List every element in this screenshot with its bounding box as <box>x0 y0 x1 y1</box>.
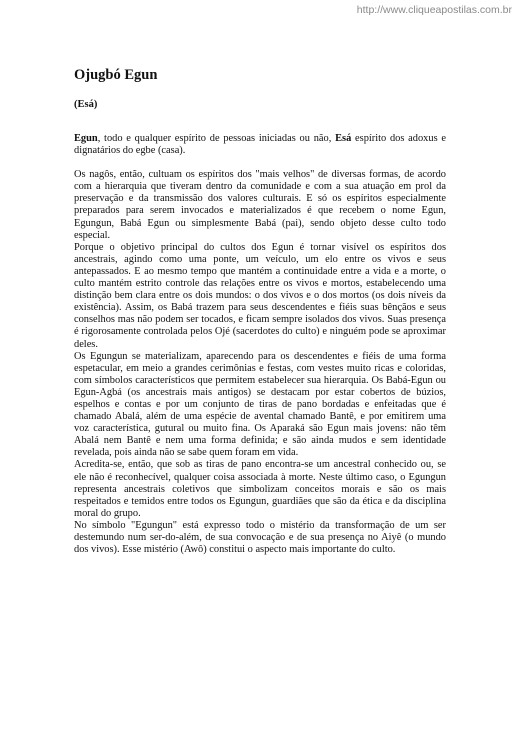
page-title: Ojugbó Egun <box>74 67 158 83</box>
paragraph-objetivo: Porque o objetivo principal do cultos dos Egun é tornar visível os espíritos dos ancestrais, agindo como uma ponte, um veículo, um elo entre os vivos e seus antepassados. E ao mesmo tempo que mantém a continuidade entre a vida e a morte, o culto mantém estrito controle das relações entre os vivos e mortos, estabelecendo uma distinção bem clara entre os dois mundos: o dos vivos e o dos mortos (os dois níveis da existência). Assim, os Babá trazem para seus descendentes e fiéis suas bênçãos e seus conselhos mas não podem ser tocados, e ficam sempre isolados dos vivos. Suas presença é rigorosamente controlada pelos Ojé (sacerdotes do culto) e ninguém pode se aproximar deles. <box>74 241 446 350</box>
paragraph-ancestral: Acredita-se, então, que sob as tiras de pano encontra-se um ancestral conhecido ou, se ele não é reconhecível, qualquer coisa associada à morte. Neste último caso, o Egungun representa ancestrais coletivos que simbolizam conceitos morais e são os mais respeitados e temidos entre todos os Egungun, guardiães que são da ética e da disciplina moral do grupo. <box>74 459 446 519</box>
watermark-url: http://www.cliqueapostilas.com.br <box>356 4 512 16</box>
page-subtitle: (Esá) <box>74 99 98 110</box>
intro-term-esa: Esá <box>335 133 352 144</box>
paragraph-materializacao: Os Egungun se materializam, aparecendo para os descendentes e fiéis de uma forma espetacular, em meio a grandes cerimônias e festas, com vestes muito ricas e coloridas, com símbolos característicos que permitem estabelecer sua hierarquia. Os Babá-Egun ou Egun-Agbá (os ancestrais mais antigos) se destacam por estar cobertos de búzios, espelhos e contas e por um conjunto de tiras de pano bordadas e enfeitadas que é chamado Abalá, além de uma espécie de avental chamado Bantê, e por emitirem uma voz característica, gutural ou muito fina. Os Aparaká são Egun mais jovens: não têm Abalá nem Bantê e nem uma forma definida; e são ainda mudos e sem identidade revelada, pois ainda não se sabe quem foram em vida. <box>74 350 446 459</box>
intro-paragraph <box>74 133 446 157</box>
intro-term-egun: Egun <box>74 133 98 144</box>
paragraph-misterio: No símbolo "Egungun" está expresso todo o mistério da transformação de um ser destemundo num ser-do-além, de sua convocação e de sua presença no Aiyê (o mundo dos vivos). Esse mistério (Awô) constitui o aspecto mais importante do culto. <box>74 519 446 556</box>
intro-text-2: espírito dos adoxus e dignatários do egbe (casa). <box>74 133 447 157</box>
paragraph-nagos: Os nagôs, então, cultuam os espíritos dos "mais velhos" de diversas formas, de acordo com a hierarquia que tiveram dentro da comunidade e com a sua atuação em prol da preservação e da transmissão dos valores culturais. E só os espíritos especialmente preparados para serem invocados e materializados é que recebem o nome Egun, Egungun, Babá Egun ou simplesmente Babá (pai), sendo objeto desse culto todo especial. <box>74 169 446 241</box>
document-body <box>74 66 446 556</box>
intro-text-1: , todo e qualquer espírito de pessoas iniciadas ou não, <box>97 133 336 144</box>
